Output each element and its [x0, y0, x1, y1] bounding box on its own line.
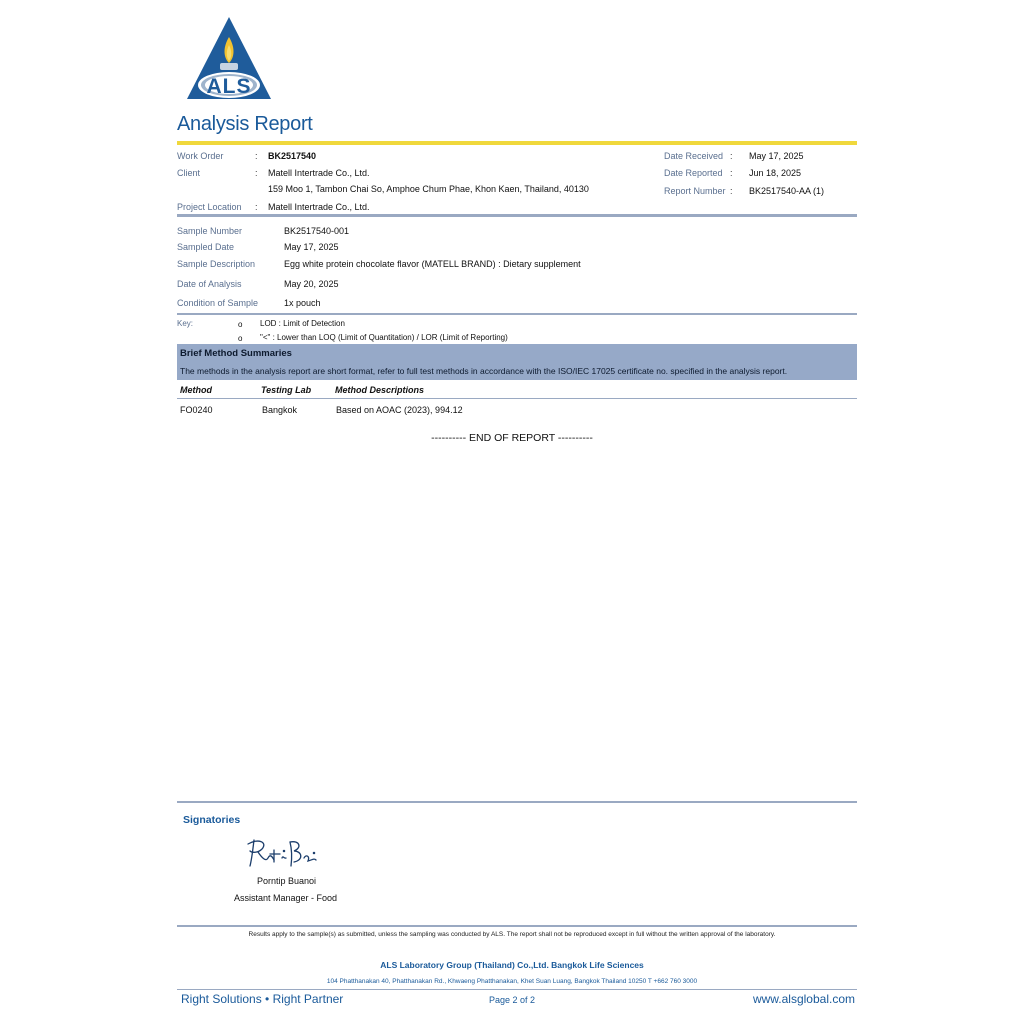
colon: :: [730, 168, 733, 178]
project-location-label: Project Location: [177, 202, 242, 212]
signatories-title: Signatories: [183, 814, 241, 826]
signatory-name: Porntip Buanoi: [257, 876, 317, 886]
header-rule: [177, 214, 857, 217]
colon: :: [255, 168, 258, 178]
key-bullet: o: [238, 320, 243, 329]
signatory-role: Assistant Manager - Food: [234, 893, 338, 903]
key-bullet: o: [238, 334, 243, 343]
sample-number-label: Sample Number: [177, 226, 243, 236]
method-summary-heading: Brief Method Summaries: [180, 348, 292, 359]
als-logo: [184, 15, 274, 103]
column-header-method: Method: [180, 385, 212, 395]
colon: :: [730, 186, 733, 196]
project-location-value: Matell Intertrade Co., Ltd.: [268, 202, 370, 212]
website-link[interactable]: www.alsglobal.com: [752, 992, 855, 1006]
method-table-rule: [177, 398, 857, 399]
sample-description-label: Sample Description: [177, 259, 256, 269]
method-description: Based on AOAC (2023), 994.12: [336, 405, 463, 415]
testing-lab: Bangkok: [262, 405, 298, 415]
signature: [244, 836, 320, 870]
colon: :: [730, 151, 733, 161]
sample-rule: [177, 313, 857, 315]
column-header-method-descriptions: Method Descriptions: [335, 385, 425, 395]
report-number-label: Report Number: [664, 186, 726, 196]
colon: :: [255, 202, 258, 212]
method-summary-description: The methods in the analysis report are short format, refer to full test methods in accordance with the ISO/IEC 17025 certificate no. specified in the analysis report.: [180, 366, 788, 376]
sample-number-value: BK2517540-001: [284, 226, 350, 236]
client-address: 159 Moo 1, Tambon Chai So, Amphoe Chum Phae, Khon Kaen, Thailand, 40130: [268, 184, 589, 194]
analysis-date-value: May 20, 2025: [284, 279, 339, 289]
date-received-label: Date Received: [664, 151, 724, 161]
logo-text: ALS: [206, 75, 252, 98]
title-rule: [177, 141, 857, 145]
analysis-date-label: Date of Analysis: [177, 279, 242, 289]
tagline: Right Solutions • Right Partner: [181, 992, 344, 1006]
method-summary-banner: [177, 344, 857, 380]
date-reported-value: Jun 18, 2025: [749, 168, 802, 178]
work-order-value: BK2517540: [268, 151, 317, 161]
page-number: Page 2 of 2: [488, 995, 536, 1005]
key-item-loq: "<" : Lower than LOQ (Limit of Quantitation) / LOR (Limit of Reporting): [260, 333, 508, 342]
colon: :: [255, 151, 258, 161]
end-of-report: ---------- END OF REPORT ----------: [431, 432, 593, 444]
sample-description-value: Egg white protein chocolate flavor (MATELL BRAND) : Dietary supplement: [284, 259, 581, 269]
client-label: Client: [177, 168, 201, 178]
company-address: 104 Phatthanakan 40, Phatthanakan Rd., Khwaeng Phatthanakan, Khet Suan Luang, Bangkok Thailand 10250 T +662 760 3000: [326, 978, 698, 985]
condition-value: 1x pouch: [284, 298, 321, 308]
condition-label: Condition of Sample: [177, 298, 259, 308]
bottom-rule: [177, 989, 857, 990]
sampled-date-label: Sampled Date: [177, 242, 235, 252]
sampled-date-value: May 17, 2025: [284, 242, 339, 252]
disclaimer: Results apply to the sample(s) as submitted, unless the sampling was conducted by ALS. The report shall not be reproduced except in full without the written approval of the laboratory.: [248, 931, 776, 938]
date-received-value: May 17, 2025: [749, 151, 804, 161]
method-code: FO0240: [180, 405, 213, 415]
key-item-lod: LOD : Limit of Detection: [260, 319, 345, 328]
work-order-label: Work Order: [177, 151, 224, 161]
report-title: Analysis Report: [177, 113, 313, 135]
key-label: Key:: [177, 319, 194, 328]
report-number-value: BK2517540-AA (1): [749, 186, 825, 196]
client-value: Matell Intertrade Co., Ltd.: [268, 168, 370, 178]
column-header-testing-lab: Testing Lab: [261, 385, 312, 395]
date-reported-label: Date Reported: [664, 168, 723, 178]
company-name: ALS Laboratory Group (Thailand) Co.,Ltd. Bangkok Life Sciences: [380, 960, 644, 970]
footer-rule: [177, 925, 857, 927]
signatories-rule: [177, 801, 857, 803]
